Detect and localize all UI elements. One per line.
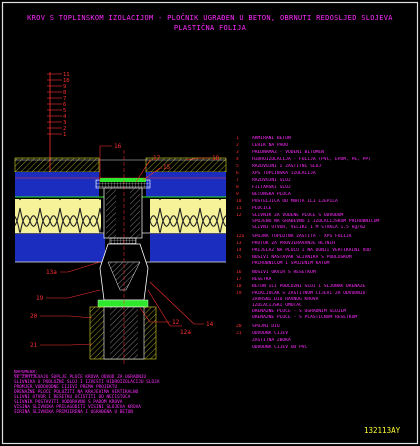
drawing-title: KROV S TOPLINSKOM IZOLACIJOM - PLOČNIK UGRAĐEN U BETON, OBRNUTI REDOSLJED SLOJEVA [27, 14, 393, 22]
legend-item-13: 13 PROTOK ZA PROVJERAVANJE HLTNIH [236, 241, 335, 246]
callout-16-top: 16 [114, 143, 122, 150]
legend-item-5: 5 RAZDVOJNI I ZAŠTITNI SLOJ [236, 164, 322, 169]
callout-18: 18 [212, 155, 220, 162]
scale-8: 8 [63, 90, 67, 96]
scale-6: 6 [63, 102, 67, 108]
legend-item-19-cont2: IZOLACIJSKI OMOTAČ [252, 303, 302, 308]
legend-item-19-cont3: DRENAŽNE PLOČE - S UGRADNIM SLOJEM [252, 309, 347, 314]
legend-item-9: 9 BETONSKA PLOČA [236, 192, 291, 197]
scale-7: 7 [63, 96, 67, 102]
scale-1: 1 [63, 132, 67, 138]
callout-17: 17 [153, 155, 161, 162]
legend-item-12a: 12a SPOJNA TOPLOTNA ZAŠTITA - XPS FOLIJA [236, 234, 352, 239]
scale-2: 2 [63, 126, 67, 132]
scale-11: 11 [63, 72, 70, 78]
legend-item-6: 6 XPS TOPLINSKA IZOLACIJA [236, 171, 316, 176]
drawing-code: 132113AY [364, 426, 401, 435]
scale-3: 3 [63, 120, 67, 126]
scale-9: 9 [63, 84, 67, 90]
callout-20: 20 [30, 313, 38, 320]
legend-item-4: 4 HIDROIZOLACIJA - FOLIJA (PVC, EPDM, PE, PP) [236, 157, 371, 162]
legend-item-7: 7 RAZDVOJNI SLOJ [236, 178, 291, 183]
callout-21: 21 [30, 342, 38, 349]
legend-item-15: 15 NOSIVI NASTAVAK SLIVNIKA S PODLOŠKOM [236, 255, 352, 260]
callout-12: 12 [172, 319, 180, 326]
callout-12a: 12a [180, 329, 191, 336]
legend-item-16: 16 NOSIVI OKVIR S REŠETKOM [236, 270, 316, 275]
legend-item-18: 18 BETON ILI PODLOŽNI SLOJ I ŠLJUNAK DRENAŽE [236, 284, 366, 289]
legend-item-21-cont1: ZAŠTITNA ŽBUKA [252, 338, 291, 343]
legend-item-12: 12 SLIVNIK ZA VODENE PLOČE S ODVODOM [236, 213, 344, 218]
legend-item-19-cont1: ZAVRŠNI DIO RAVNOG KROVA [252, 297, 319, 302]
callout-13a: 13a [46, 269, 57, 276]
legend-item-20: 20 SPOJNI DIO [236, 324, 280, 329]
legend-item-12-cont1: SPOJENO NA GRAĐEVNO I IZOLACIJSKOM PRIRUBNICOM [252, 219, 380, 224]
notes-block [14, 370, 224, 415]
legend-item-1: 1 ARMIRANI BETON [236, 136, 291, 141]
legend-item-19-cont4: DRENAŽNE PLOČE - S PLASTIČNOM REŠETKOM [252, 315, 358, 320]
legend-item-3: 3 PREDNAMAZ - VODENI BITUMEN [236, 150, 324, 155]
notes-heading: NAPOMENA: [14, 370, 38, 375]
note-line: VISINA SLIVNIKA PRILAGODITI VISINI SLOJEVA KROVA [14, 405, 141, 410]
note-line: PROMJER VODOVODNE CIJEVI PREMA PROJEKTU [14, 385, 118, 390]
callout-15: 15 [163, 164, 171, 171]
legend-item-17: 17 REŠETKA [236, 277, 272, 282]
scale-10: 10 [63, 78, 70, 84]
legend-item-19: 19 PRIKLJUČAK S ZAŠTITNOM CIJEVI ZA ODVODNJU [236, 291, 366, 296]
legend-item-15-cont: PRIRUBNICOM I SPOJENIM KATOM [252, 261, 330, 266]
note-line: SLIVNIK POSTAVITI VODORAVNO S PADOM KROVA [14, 400, 123, 405]
note-line: SE ZAHTJEVAJU ŠUPLJE PLOČE KROVA ODVOD ZA UGRADNJU [14, 375, 147, 380]
legend-item-8: 8 FILTARSKI SLOJ [236, 185, 291, 190]
legend-item-11: 11 PLOČICE [236, 206, 272, 211]
note-line: DRENAŽNE PLOČE POLOŽITI NA KRAJEVIMA VERTIKALNO [14, 390, 139, 395]
legend-item-21: 21 ODVODNA CIJEV [236, 331, 288, 336]
scale-5: 5 [63, 108, 67, 114]
legend-item-10: 10 POSTELJICA OD MORTA ILI LJEPILA [236, 199, 338, 204]
legend-item-12-cont2: SLIVNI OTVOR, VELIKI 1 M STAKLA 1.5 kg/m2 [252, 225, 366, 230]
note-line: ŠIRINA SLIVNIKA PRIMJERENA I UGRAĐENA U BETON [14, 410, 133, 415]
legend-item-14: 14 PRIJELAZ NA PLOČU I NA DONJI VERTIKALNI VOD [236, 248, 371, 253]
note-line: SLIVNIKA U PODLOŽNI SLOJ I IZVESTI HIDROIZOLACIJU SLOJA [14, 380, 160, 385]
layer-paving [15, 158, 226, 172]
callout-19: 19 [36, 295, 44, 302]
scale-4: 4 [63, 114, 67, 120]
note-line: SLIVNI OTVOR I REŠETKU OČISTITI OD NEČISTOĆA [14, 395, 131, 400]
legend-item-2: 2 CERIK NA PADU [236, 143, 288, 148]
legend-item-21-cont2: ODVODNA CIJEV OD PVC [252, 345, 308, 350]
callout-14: 14 [206, 321, 214, 328]
drawing-subtitle: PLASTIČNA FOLIJA [173, 24, 247, 32]
